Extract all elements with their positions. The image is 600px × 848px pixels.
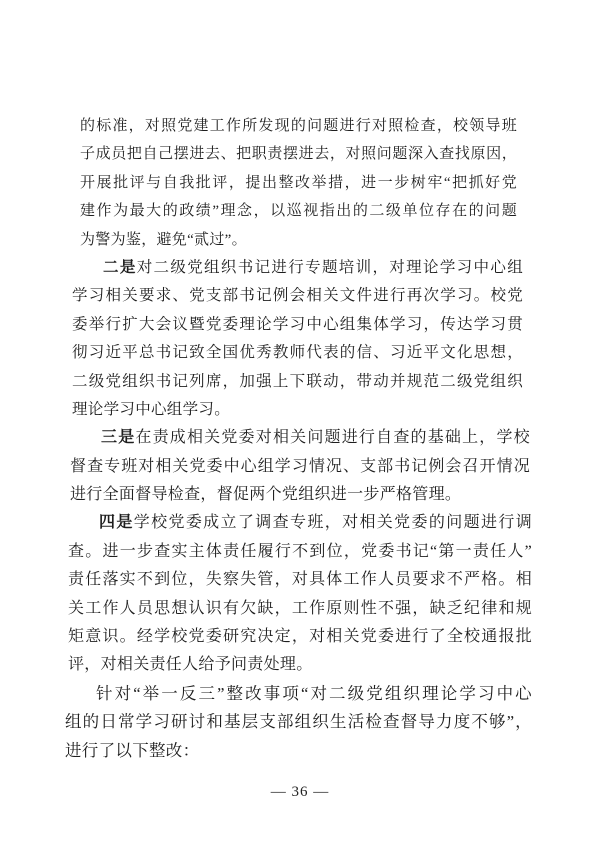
paragraph <box>65 680 532 765</box>
line-text: 为警为鉴，避免“贰过”。 <box>80 231 247 248</box>
text-line <box>68 509 532 537</box>
line-text: 彻习近平总书记致全国优秀教师代表的信、习近平文化思想， <box>72 344 523 362</box>
line-text: 进行全面督导检查，督促两个党组织进一步严格管理。 <box>70 486 462 504</box>
text-line <box>68 566 532 594</box>
text-line <box>70 453 530 481</box>
line-text: 矩意识。经学校党委研究决定，对相关党委进行了全校通报批 <box>68 628 532 646</box>
paragraph <box>80 112 517 254</box>
line-bold-lead: 二是 <box>103 258 137 276</box>
line-text: 的标准，对照党建工作所发现的问题进行对照检查，校领导班 <box>80 118 517 134</box>
text-line <box>68 623 532 651</box>
line-text: 子成员把自己摆进去、把职责摆进去，对照问题深入查找原因， <box>80 146 517 163</box>
paragraph <box>70 424 530 509</box>
line-text: 对二级党组织书记进行专题培训，对理论学习中心组 <box>136 258 523 276</box>
line-text: 二级党组织书记列席，加强上下联动，带动并规范二级党组织 <box>72 372 523 390</box>
text-line <box>72 396 523 424</box>
line-text: 针对“举一反三”整改事项“对二级党组织理论学习中心 <box>96 683 532 703</box>
line-text: 责任落实不到位，失察失管，对具体工作人员要求不严格。相 <box>68 571 532 589</box>
line-text: 委举行扩大会议暨党委理论学习中心组集体学习，传达学习贯 <box>72 315 523 333</box>
line-text: 查。进一步查实主体责任履行不到位，党委书记“第一责任人” <box>68 542 532 560</box>
line-bold-lead: 三是 <box>101 429 136 447</box>
text-line <box>65 737 532 765</box>
line-text: 开展批评与自我批评，提出整改举措，进一步树牢“把抓好党 <box>80 174 517 191</box>
line-text: 在责成相关党委对相关问题进行自查的基础上，学校 <box>135 429 530 447</box>
text-line <box>65 708 532 736</box>
line-text: 建作为最大的政绩”理念，以巡视指出的二级单位存在的问题 <box>80 203 517 220</box>
text-line <box>80 112 517 140</box>
line-text: 评，对相关责任人给予问责处理。 <box>68 656 313 674</box>
paragraph <box>72 254 523 424</box>
line-text: 组的日常学习研讨和基层支部组织生活检查督导力度不够”， <box>65 712 532 732</box>
text-line <box>72 339 523 367</box>
text-line <box>80 140 517 168</box>
text-line <box>72 368 523 396</box>
text-line <box>80 169 517 197</box>
text-line <box>65 680 532 708</box>
text-line <box>68 538 532 566</box>
text-line <box>70 481 530 509</box>
line-text: 进行了以下整改： <box>65 740 200 760</box>
text-line <box>68 651 532 679</box>
line-text: 学校党委成立了调查专班，对相关党委的问题进行调 <box>133 514 532 532</box>
text-line <box>72 254 523 282</box>
line-bold-lead: 四是 <box>99 514 134 532</box>
text-line <box>80 226 517 254</box>
paragraph <box>68 509 532 679</box>
line-text: 督查专班对相关党委中心组学习情况、支部书记例会召开情况 <box>70 457 530 475</box>
page-number: — 36 — <box>270 784 330 800</box>
line-text: 关工作人员思想认识有欠缺，工作原则性不强，缺乏纪律和规 <box>68 599 532 617</box>
text-line <box>68 595 532 623</box>
text-line <box>70 424 530 452</box>
line-text: 理论学习中心组学习。 <box>72 400 231 418</box>
line-text: 学习相关要求、党支部书记例会相关文件进行再次学习。校党 <box>72 287 523 305</box>
body-text <box>65 112 532 765</box>
text-line <box>72 311 523 339</box>
text-line <box>80 197 517 225</box>
text-line <box>72 282 523 310</box>
